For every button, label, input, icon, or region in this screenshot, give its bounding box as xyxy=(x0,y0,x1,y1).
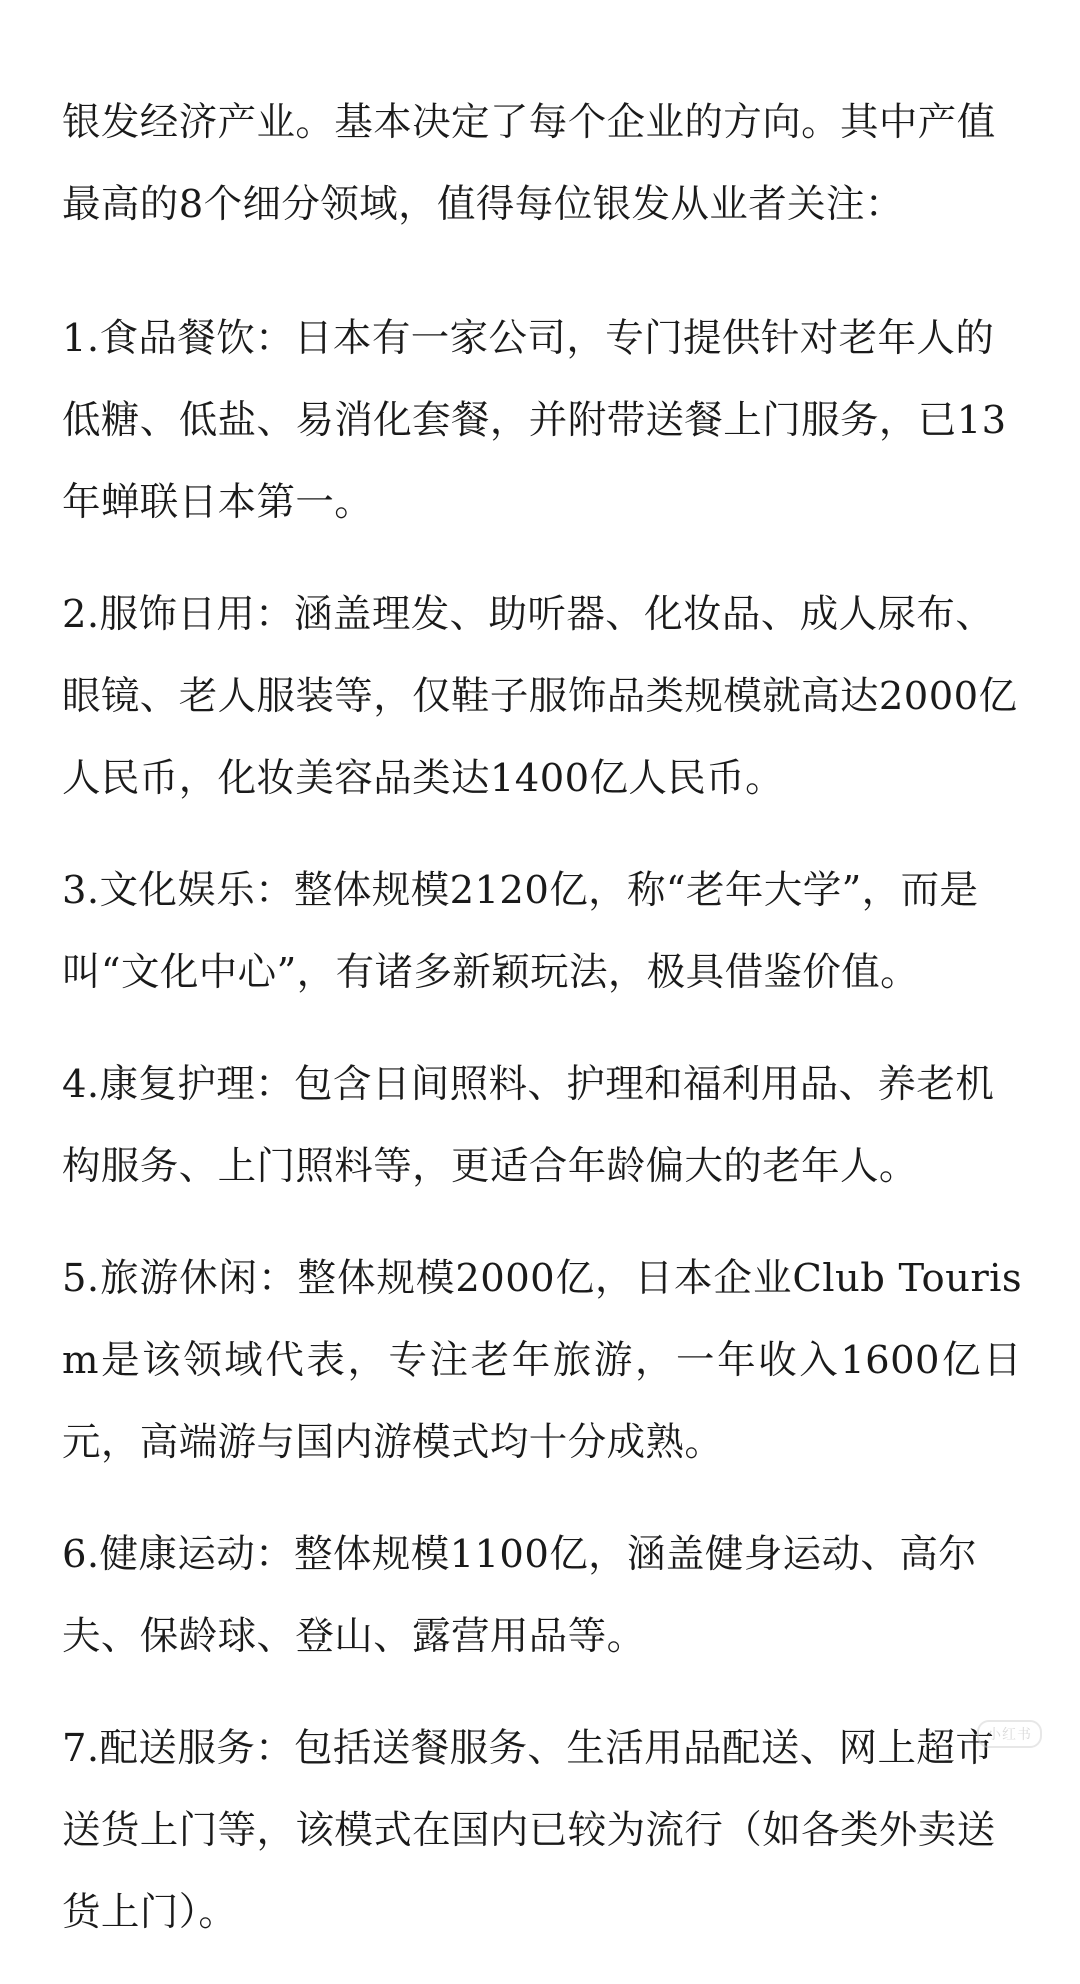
article-body xyxy=(62,82,1022,1984)
list-item-rehab-care: 4.康复护理：包含日间照料、护理和福利用品、养老机构服务、上门照料等，更适合年龄偏大的老年人。 xyxy=(62,1062,995,1189)
list-item-food: 1.食品餐饮：日本有一家公司，专门提供针对老年人的低糖、低盐、易消化套餐，并附带送餐上门服务，已13年蝉联日本第一。 xyxy=(62,316,1007,525)
watermark-logo: 小红书 xyxy=(977,1720,1042,1748)
list-item-travel: 5.旅游休闲：整体规模2000亿，日本企业Club Tourism是该领域代表，专注老年旅游，一年收入1600亿日元，高端游与国内游模式均十分成熟。 xyxy=(62,1256,1022,1465)
list-item-delivery: 7.配送服务：包括送餐服务、生活用品配送、网上超市送货上门等，该模式在国内已较为流行（如各类外卖送货上门）。 xyxy=(62,1726,996,1935)
intro-paragraph: 银发经济产业。基本决定了每个企业的方向。其中产值最高的8个细分领域，值得每位银发从业者关注： xyxy=(62,100,996,227)
list-item-apparel: 2.服饰日用：涵盖理发、助听器、化妆品、成人尿布、眼镜、老人服装等，仅鞋子服饰品类规模就高达2000亿人民币，化妆美容品类达1400亿人民币。 xyxy=(62,592,1018,801)
watermark xyxy=(885,1720,1060,1778)
list-item-fitness: 6.健康运动：整体规模1100亿，涵盖健身运动、高尔夫、保龄球、登山、露营用品等。 xyxy=(62,1532,978,1659)
list-item-culture: 3.文化娱乐：整体规模2120亿，称“老年大学”，而是叫“文化中心”，有诸多新颖玩法，极具借鉴价值。 xyxy=(62,868,979,995)
